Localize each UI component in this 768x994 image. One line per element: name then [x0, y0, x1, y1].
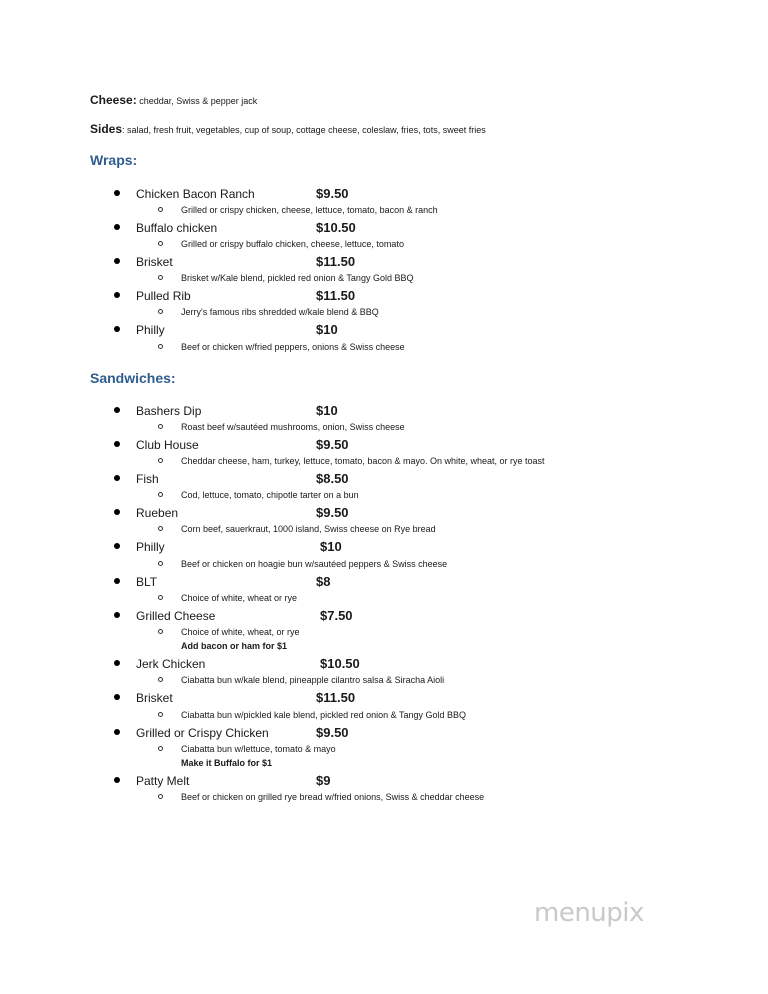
menu-item [0, 726, 768, 744]
description-text: Grilled or crispy buffalo chicken, cheese, lettuce, tomato [181, 239, 404, 249]
description-text: Choice of white, wheat or rye [181, 593, 298, 603]
menu-item [0, 609, 768, 627]
item-price: $8.50 [316, 471, 349, 486]
menu-item [0, 187, 768, 205]
menu-item [0, 255, 768, 273]
item-name: Club House [136, 438, 199, 452]
menu-item [0, 575, 768, 593]
item-price: $10 [316, 322, 338, 337]
description-text: Brisket w/Kale blend, pickled red onion & Tangy Gold BBQ [181, 273, 414, 283]
item-description [0, 675, 768, 688]
item-description [0, 593, 768, 606]
wraps-heading: Wraps: [90, 152, 138, 168]
menu-item [0, 472, 768, 490]
item-price: $9.50 [316, 725, 349, 740]
item-price: $10 [316, 403, 338, 418]
item-name: Rueben [136, 506, 179, 520]
circle-bullet-icon [158, 629, 163, 634]
add-on-note: Make it Buffalo for $1 [181, 758, 273, 768]
bullet-icon [114, 660, 120, 666]
circle-bullet-icon [158, 344, 163, 349]
cheese-label: Cheese: [90, 93, 137, 107]
menupix-watermark: menupix [534, 898, 644, 928]
item-description [0, 792, 768, 805]
item-name: Philly [136, 323, 165, 337]
item-price: $8 [316, 574, 331, 589]
item-description [0, 559, 768, 572]
bullet-icon [114, 407, 120, 413]
description-text: Jerry's famous ribs shredded w/kale blend & BBQ [181, 307, 379, 317]
description-text: Choice of white, wheat, or rye [181, 627, 300, 637]
item-description [0, 524, 768, 537]
bullet-icon [114, 441, 120, 447]
item-price: $10 [320, 539, 342, 554]
sandwiches-heading: Sandwiches: [90, 370, 176, 386]
menu-item [0, 221, 768, 239]
item-name: Bashers Dip [136, 404, 202, 418]
bullet-icon [114, 190, 120, 196]
description-text: Cod, lettuce, tomato, chipotle tarter on a bun [181, 490, 359, 500]
bullet-icon [114, 578, 120, 584]
sides-text: : salad, fresh fruit, vegetables, cup of soup, cottage cheese, coleslaw, fries, tots, sweet fries [122, 125, 486, 135]
item-description [0, 456, 768, 469]
menu-item [0, 323, 768, 341]
bullet-icon [114, 729, 120, 735]
item-name: Patty Melt [136, 774, 190, 788]
item-description [0, 239, 768, 252]
bullet-icon [114, 694, 120, 700]
circle-bullet-icon [158, 424, 163, 429]
item-price: $9.50 [316, 437, 349, 452]
item-name: Chicken Bacon Ranch [136, 187, 255, 201]
description-text: Roast beef w/sautéed mushrooms, onion, Swiss cheese [181, 422, 405, 432]
bullet-icon [114, 224, 120, 230]
description-text: Ciabatta bun w/pickled kale blend, pickled red onion & Tangy Gold BBQ [181, 710, 467, 720]
circle-bullet-icon [158, 526, 163, 531]
circle-bullet-icon [158, 746, 163, 751]
bullet-icon [114, 509, 120, 515]
bullet-icon [114, 292, 120, 298]
menu-item [0, 691, 768, 709]
bullet-icon [114, 777, 120, 783]
item-description [0, 307, 768, 320]
description-text: Beef or chicken w/fried peppers, onions & Swiss cheese [181, 342, 405, 352]
menu-item [0, 657, 768, 675]
menu-item [0, 289, 768, 307]
item-name: Pulled Rib [136, 289, 191, 303]
item-price: $10.50 [320, 656, 360, 671]
item-price: $11.50 [316, 288, 356, 303]
circle-bullet-icon [158, 794, 163, 799]
item-price: $11.50 [316, 254, 356, 269]
item-name: Philly [136, 540, 165, 554]
item-description [0, 273, 768, 286]
circle-bullet-icon [158, 207, 163, 212]
item-description [0, 422, 768, 435]
menu-item [0, 506, 768, 524]
item-description [0, 490, 768, 503]
item-description [0, 710, 768, 723]
item-description [0, 627, 768, 640]
item-price: $9.50 [316, 505, 349, 520]
menu-item [0, 438, 768, 456]
cheese-line [90, 93, 257, 107]
item-price: $7.50 [320, 608, 353, 623]
circle-bullet-icon [158, 677, 163, 682]
circle-bullet-icon [158, 458, 163, 463]
item-name: Brisket [136, 255, 173, 269]
item-description [0, 744, 768, 757]
bullet-icon [114, 326, 120, 332]
item-description [0, 342, 768, 355]
item-name: Jerk Chicken [136, 657, 206, 671]
description-text: Beef or chicken on grilled rye bread w/fried onions, Swiss & cheddar cheese [181, 792, 485, 802]
circle-bullet-icon [158, 595, 163, 600]
item-price: $10.50 [316, 220, 356, 235]
bullet-icon [114, 612, 120, 618]
circle-bullet-icon [158, 309, 163, 314]
item-price: $9.50 [316, 186, 349, 201]
circle-bullet-icon [158, 712, 163, 717]
item-name: Grilled or Crispy Chicken [136, 726, 269, 740]
item-price: $9 [316, 773, 331, 788]
circle-bullet-icon [158, 241, 163, 246]
circle-bullet-icon [158, 275, 163, 280]
item-price: $11.50 [316, 690, 356, 705]
item-name: Grilled Cheese [136, 609, 216, 623]
bullet-icon [114, 543, 120, 549]
item-description [0, 205, 768, 218]
item-name: Fish [136, 472, 159, 486]
bullet-icon [114, 475, 120, 481]
circle-bullet-icon [158, 492, 163, 497]
description-text: Ciabatta bun w/lettuce, tomato & mayo [181, 744, 336, 754]
add-on-note: Add bacon or ham for $1 [181, 641, 288, 651]
menu-item [0, 540, 768, 558]
circle-bullet-icon [158, 561, 163, 566]
sides-line [90, 122, 486, 136]
menu-item [0, 404, 768, 422]
description-text: Beef or chicken on hoagie bun w/sautéed peppers & Swiss cheese [181, 559, 448, 569]
description-text: Cheddar cheese, ham, turkey, lettuce, tomato, bacon & mayo. On white, wheat, or rye toast [181, 456, 545, 466]
description-text: Ciabatta bun w/kale blend, pineapple cilantro salsa & Siracha Aioli [181, 675, 445, 685]
item-name: Buffalo chicken [136, 221, 218, 235]
sides-label: Sides [90, 122, 123, 136]
cheese-text: cheddar, Swiss & pepper jack [139, 96, 258, 106]
menu-item [0, 774, 768, 792]
description-text: Grilled or crispy chicken, cheese, lettuce, tomato, bacon & ranch [181, 205, 438, 215]
bullet-icon [114, 258, 120, 264]
item-name: BLT [136, 575, 158, 589]
description-text: Corn beef, sauerkraut, 1000 island, Swiss cheese on Rye bread [181, 524, 436, 534]
item-name: Brisket [136, 691, 173, 705]
